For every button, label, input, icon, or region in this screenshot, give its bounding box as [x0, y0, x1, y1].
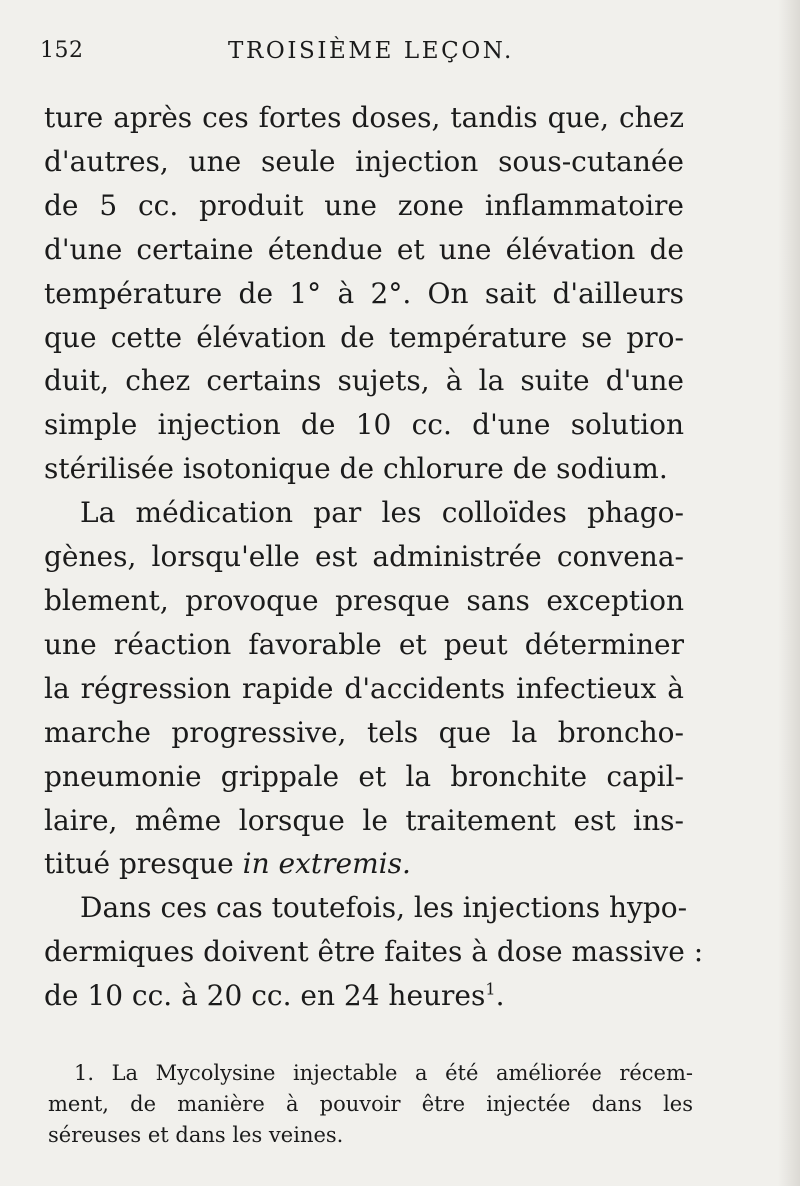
text-line: dermiques doivent être faites à dose massive : [44, 935, 704, 969]
text-line: laire, même lorsque le traitement est ins- [44, 803, 684, 837]
page-number: 152 [40, 38, 84, 63]
text-line [44, 842, 684, 886]
text-line: une réaction favorable et peut déterminer [44, 627, 684, 661]
text-segment: . [495, 979, 505, 1013]
footnote-line: ment, de manière à pouvoir être injectée dans les [48, 1092, 693, 1116]
text-line: marche progressive, tels que la broncho- [44, 715, 684, 749]
footnote-line: 1. La Mycolysine injectable a été améliorée récem- [74, 1061, 693, 1085]
body-text [44, 96, 704, 1018]
text-segment: de 10 cc. à 20 cc. en 24 heures [44, 979, 486, 1013]
text-line: pneumonie grippale et la bronchite capil- [44, 759, 684, 793]
running-head: TROISIÈME LEÇON. [228, 38, 514, 64]
text-line: ture après ces fortes doses, tandis que, chez [44, 101, 684, 134]
text-line: que cette élévation de température se pro- [44, 320, 684, 354]
text-line: gènes, lorsqu'elle est administrée convena- [44, 540, 684, 574]
page-edge-shadow [778, 0, 800, 1186]
footnote [48, 1058, 693, 1151]
text-line: la régression rapide d'accidents infectieux à [44, 671, 684, 705]
text-line: simple injection de 10 cc. d'une solution [44, 408, 684, 442]
text-line: d'une certaine étendue et une élévation de [44, 232, 684, 266]
page-header [40, 38, 740, 78]
text-line [44, 974, 684, 1018]
footnote-marker: 1 [485, 979, 496, 999]
text-line: duit, chez certains sujets, à la suite d'une [44, 364, 684, 398]
text-line: blement, provoque presque sans exception [44, 583, 684, 617]
italic-phrase: in extremis. [242, 847, 411, 881]
text-line: stérilisée isotonique de chlorure de sodium. [44, 452, 668, 486]
text-line: température de 1° à 2°. On sait d'ailleurs [44, 276, 684, 310]
text-line: d'autres, une seule injection sous-cutanée [44, 144, 684, 178]
text-line: de 5 cc. produit une zone inflammatoire [44, 188, 684, 222]
text-segment: titué presque [44, 847, 234, 881]
footnote-line: séreuses et dans les veines. [48, 1123, 344, 1147]
text-line: La médication par les colloïdes phago- [80, 496, 684, 530]
text-line: Dans ces cas toutefois, les injections hypo- [80, 891, 688, 925]
